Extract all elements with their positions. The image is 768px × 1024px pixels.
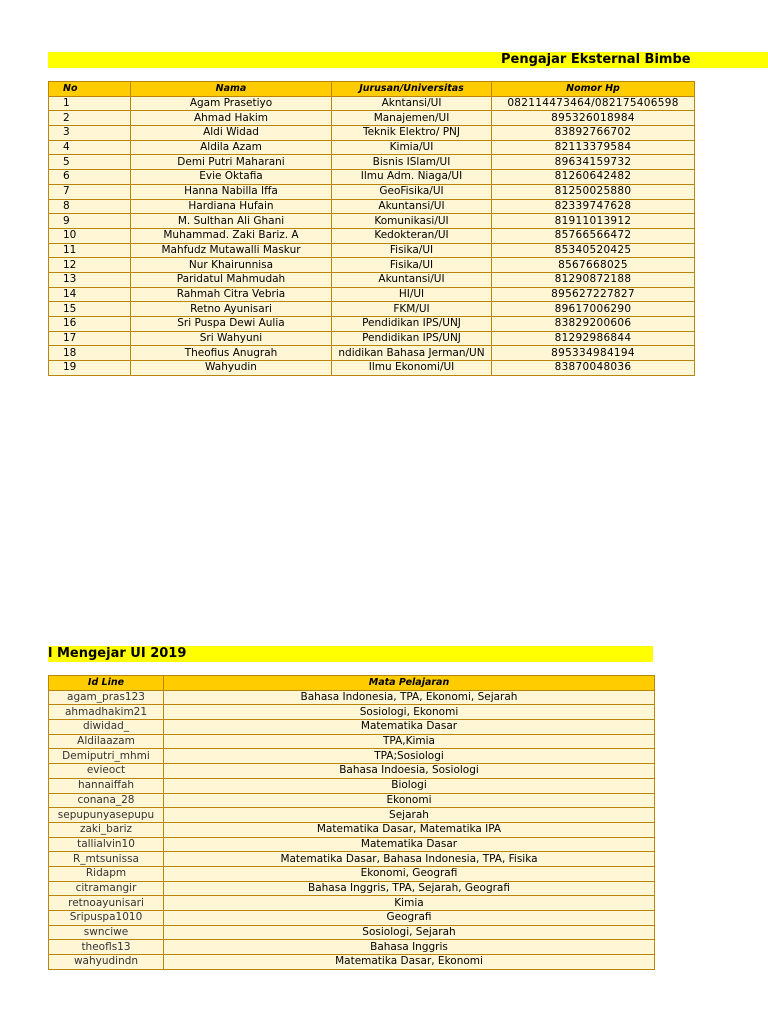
cell-mata-pelajaran: Sejarah — [164, 808, 655, 823]
table-row — [49, 690, 655, 705]
cell-nama: Rahmah Citra Vebria — [131, 287, 332, 302]
cell-id-line: zaki_bariz — [49, 822, 164, 837]
cell-mata-pelajaran: Sosiologi, Sejarah — [164, 925, 655, 940]
cell-jurusan: Kimia/UI — [332, 140, 492, 155]
table-row — [49, 302, 695, 317]
cell-id-line: wahyudindn — [49, 955, 164, 970]
cell-mata-pelajaran: Bahasa Indoesia, Sosiologi — [164, 764, 655, 779]
cell-no: 9 — [49, 214, 131, 229]
cell-no: 16 — [49, 317, 131, 332]
table-row — [49, 749, 655, 764]
cell-no: 10 — [49, 228, 131, 243]
cell-nama: Demi Putri Maharani — [131, 155, 332, 170]
cell-jurusan: Fisika/UI — [332, 258, 492, 273]
cell-nama: Theofius Anugrah — [131, 346, 332, 361]
header-row — [49, 82, 695, 97]
cell-jurusan: Bisnis ISlam/UI — [332, 155, 492, 170]
cell-id-line: Aldilaazam — [49, 734, 164, 749]
cell-nomor-hp: 895326018984 — [492, 111, 695, 126]
page-title-bottom-text: l Mengejar UI 2019 — [48, 646, 187, 661]
cell-nomor-hp: 895334984194 — [492, 346, 695, 361]
cell-jurusan: Ilmu Ekonomi/UI — [332, 361, 492, 376]
cell-nama: Aldi Widad — [131, 126, 332, 141]
cell-no: 13 — [49, 272, 131, 287]
cell-id-line: Ridapm — [49, 866, 164, 881]
table-row — [49, 140, 695, 155]
table-row — [49, 272, 695, 287]
cell-id-line: tallialvin10 — [49, 837, 164, 852]
cell-mata-pelajaran: Matematika Dasar — [164, 720, 655, 735]
cell-nomor-hp: 83892766702 — [492, 126, 695, 141]
cell-nama: Hardiana Hufain — [131, 199, 332, 214]
table-row — [49, 734, 655, 749]
cell-mata-pelajaran: Biologi — [164, 778, 655, 793]
cell-id-line: Demiputri_mhmi — [49, 749, 164, 764]
table-row — [49, 793, 655, 808]
cell-nomor-hp: 83870048036 — [492, 361, 695, 376]
cell-nama: Evie Oktafia — [131, 170, 332, 185]
cell-nama: Agam Prasetiyo — [131, 96, 332, 111]
cell-mata-pelajaran: Geografi — [164, 911, 655, 926]
cell-nomor-hp: 81290872188 — [492, 272, 695, 287]
cell-mata-pelajaran: Bahasa Inggris — [164, 940, 655, 955]
cell-nomor-hp: 82113379584 — [492, 140, 695, 155]
table-row — [49, 126, 695, 141]
page-title-bottom — [48, 646, 653, 662]
cell-id-line: citramangir — [49, 881, 164, 896]
cell-jurusan: Ilmu Adm. Niaga/UI — [332, 170, 492, 185]
table-row — [49, 184, 695, 199]
cell-no: 6 — [49, 170, 131, 185]
cell-jurusan: Manajemen/UI — [332, 111, 492, 126]
cell-nama: Hanna Nabilla Iffa — [131, 184, 332, 199]
cell-nomor-hp: 81292986844 — [492, 331, 695, 346]
cell-jurusan: Komunikasi/UI — [332, 214, 492, 229]
cell-jurusan: Pendidikan IPS/UNJ — [332, 317, 492, 332]
cell-nomor-hp: 81250025880 — [492, 184, 695, 199]
cell-nama: Sri Wahyuni — [131, 331, 332, 346]
cell-mata-pelajaran: Ekonomi — [164, 793, 655, 808]
cell-nomor-hp: 85766566472 — [492, 228, 695, 243]
table-row — [49, 955, 655, 970]
cell-no: 3 — [49, 126, 131, 141]
cell-jurusan: Akuntansi/UI — [332, 272, 492, 287]
cell-jurusan: GeoFisika/UI — [332, 184, 492, 199]
table-row — [49, 199, 695, 214]
cell-nama: Wahyudin — [131, 361, 332, 376]
cell-id-line: conana_28 — [49, 793, 164, 808]
header-jurusan: Jurusan/Universitas — [332, 82, 492, 97]
cell-no: 15 — [49, 302, 131, 317]
table-row — [49, 896, 655, 911]
header-nomor-hp: Nomor Hp — [492, 82, 695, 97]
cell-id-line: theofls13 — [49, 940, 164, 955]
table-row — [49, 96, 695, 111]
cell-jurusan: Kedokteran/UI — [332, 228, 492, 243]
cell-jurusan: Fisika/UI — [332, 243, 492, 258]
cell-mata-pelajaran: Matematika Dasar — [164, 837, 655, 852]
cell-mata-pelajaran: Bahasa Indonesia, TPA, Ekonomi, Sejarah — [164, 690, 655, 705]
table-row — [49, 170, 695, 185]
cell-no: 5 — [49, 155, 131, 170]
table-row — [49, 822, 655, 837]
cell-nama: Aldila Azam — [131, 140, 332, 155]
table-row — [49, 258, 695, 273]
cell-mata-pelajaran: Sosiologi, Ekonomi — [164, 705, 655, 720]
cell-mata-pelajaran: Bahasa Inggris, TPA, Sejarah, Geografi — [164, 881, 655, 896]
table-row — [49, 911, 655, 926]
cell-no: 7 — [49, 184, 131, 199]
table-row — [49, 866, 655, 881]
cell-no: 12 — [49, 258, 131, 273]
cell-id-line: retnoayunisari — [49, 896, 164, 911]
cell-nama: Sri Puspa Dewi Aulia — [131, 317, 332, 332]
cell-no: 2 — [49, 111, 131, 126]
pengajar-table — [48, 81, 695, 376]
header-id-line: Id Line — [49, 676, 164, 691]
cell-id-line: evieoct — [49, 764, 164, 779]
table-row — [49, 155, 695, 170]
cell-nama: Ahmad Hakim — [131, 111, 332, 126]
cell-jurusan: Pendidikan IPS/UNJ — [332, 331, 492, 346]
table-row — [49, 346, 695, 361]
header-mata-pelajaran: Mata Pelajaran — [164, 676, 655, 691]
table-row — [49, 331, 695, 346]
cell-id-line: swnciwe — [49, 925, 164, 940]
cell-id-line: ahmadhakim21 — [49, 705, 164, 720]
table-row — [49, 228, 695, 243]
cell-jurusan: ndidikan Bahasa Jerman/UN — [332, 346, 492, 361]
cell-mata-pelajaran: Matematika Dasar, Bahasa Indonesia, TPA, Fisika — [164, 852, 655, 867]
cell-nomor-hp: 81911013912 — [492, 214, 695, 229]
header-no: No — [49, 82, 131, 97]
table-row — [49, 243, 695, 258]
cell-nomor-hp: 8567668025 — [492, 258, 695, 273]
table-row — [49, 778, 655, 793]
cell-id-line: hannaiffah — [49, 778, 164, 793]
cell-nomor-hp: 895627227827 — [492, 287, 695, 302]
cell-no: 14 — [49, 287, 131, 302]
cell-nomor-hp: 082114473464/082175406598 — [492, 96, 695, 111]
page-title-top — [48, 52, 768, 68]
cell-no: 11 — [49, 243, 131, 258]
cell-nama: M. Sulthan Ali Ghani — [131, 214, 332, 229]
cell-nomor-hp: 82339747628 — [492, 199, 695, 214]
cell-no: 19 — [49, 361, 131, 376]
cell-jurusan: Akuntansi/UI — [332, 199, 492, 214]
cell-nama: Nur Khairunnisa — [131, 258, 332, 273]
cell-id-line: Sripuspa1010 — [49, 911, 164, 926]
table-row — [49, 837, 655, 852]
cell-nomor-hp: 83829200606 — [492, 317, 695, 332]
cell-nama: Paridatul Mahmudah — [131, 272, 332, 287]
table-row — [49, 361, 695, 376]
table-row — [49, 881, 655, 896]
cell-nama: Mahfudz Mutawalli Maskur — [131, 243, 332, 258]
cell-nomor-hp: 81260642482 — [492, 170, 695, 185]
cell-nomor-hp: 89634159732 — [492, 155, 695, 170]
header-row — [49, 676, 655, 691]
cell-jurusan: FKM/UI — [332, 302, 492, 317]
table-row — [49, 214, 695, 229]
cell-id-line: agam_pras123 — [49, 690, 164, 705]
table-row — [49, 111, 695, 126]
cell-nomor-hp: 85340520425 — [492, 243, 695, 258]
cell-nama: Muhammad. Zaki Bariz. A — [131, 228, 332, 243]
cell-jurusan: Teknik Elektro/ PNJ — [332, 126, 492, 141]
header-nama: Nama — [131, 82, 332, 97]
cell-no: 8 — [49, 199, 131, 214]
table-row — [49, 720, 655, 735]
table-row — [49, 925, 655, 940]
cell-id-line: sepupunyasepupu — [49, 808, 164, 823]
page-title-top-text: Pengajar Eksternal Bimbe — [501, 52, 691, 67]
table-row — [49, 852, 655, 867]
idline-table — [48, 675, 655, 970]
cell-mata-pelajaran: Matematika Dasar, Matematika IPA — [164, 822, 655, 837]
table-row — [49, 940, 655, 955]
cell-nomor-hp: 89617006290 — [492, 302, 695, 317]
cell-mata-pelajaran: TPA,Kimia — [164, 734, 655, 749]
table-row — [49, 705, 655, 720]
cell-jurusan: HI/UI — [332, 287, 492, 302]
cell-mata-pelajaran: Ekonomi, Geografi — [164, 866, 655, 881]
cell-jurusan: Akntansi/UI — [332, 96, 492, 111]
table-row — [49, 808, 655, 823]
cell-id-line: diwidad_ — [49, 720, 164, 735]
cell-no: 1 — [49, 96, 131, 111]
cell-mata-pelajaran: Kimia — [164, 896, 655, 911]
cell-mata-pelajaran: Matematika Dasar, Ekonomi — [164, 955, 655, 970]
cell-id-line: R_mtsunissa — [49, 852, 164, 867]
cell-no: 17 — [49, 331, 131, 346]
cell-nama: Retno Ayunisari — [131, 302, 332, 317]
table-row — [49, 764, 655, 779]
cell-mata-pelajaran: TPA;Sosiologi — [164, 749, 655, 764]
table-row — [49, 317, 695, 332]
cell-no: 4 — [49, 140, 131, 155]
table-row — [49, 287, 695, 302]
cell-no: 18 — [49, 346, 131, 361]
